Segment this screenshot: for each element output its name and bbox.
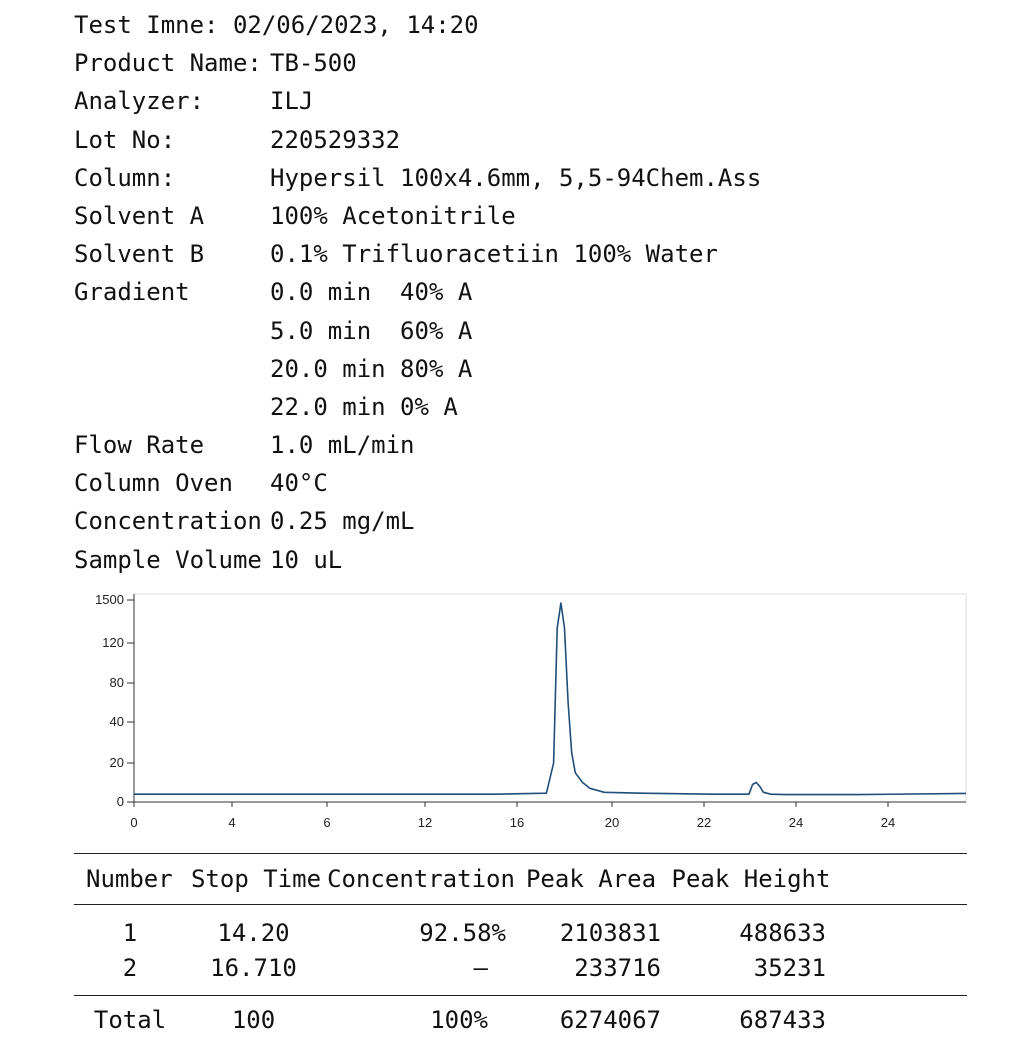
cell-number: 2 [122,954,138,983]
y-tick-label: 1500 [95,592,124,607]
x-tick-label: 24 [880,815,896,830]
field-row [74,464,974,502]
cell-total-peak-area: 6274067 [559,1006,661,1034]
field-row [74,426,974,464]
y-tick-label: 120 [102,635,124,650]
field-value: 0.1% Trifluoracetiin 100% Water [270,240,718,269]
field-label: Solvent A [74,201,205,230]
table-header-row [74,854,967,904]
field-value: Hypersil 100x4.6mm, 5,5-94Chem.Ass [270,163,762,192]
field-row [74,273,974,311]
x-tick-label: 20 [604,815,620,830]
field-value: 1.0 mL/min [270,431,415,460]
cell-total-stop-time: 100 [231,1006,276,1034]
field-row [74,388,974,426]
cell-number: 1 [122,918,138,947]
col-header-stop-time: Stop Time [190,865,322,893]
cell-peak-height: 488633 [739,918,826,947]
cell-stop-time: 14.20 [217,918,290,947]
field-row [74,197,974,235]
x-tick-label: 22 [696,815,712,830]
chromatogram-chart [0,585,1024,845]
field-label: Lot No: [74,125,176,154]
field-row [74,541,974,579]
series-line [134,603,966,795]
plot-frame [134,594,966,802]
test-time-line [74,6,974,44]
field-row [74,350,974,388]
table-row [74,951,967,987]
cell-stop-time: 16.710 [210,954,297,983]
x-tick-label: 24 [788,815,804,830]
field-row [74,312,974,350]
field-value: 220529332 [270,125,401,154]
y-tick-label: 20 [109,755,124,770]
y-tick-label: 40 [109,714,124,729]
field-label: Column: [74,163,176,192]
cell-total-peak-height: 687433 [739,1006,826,1034]
field-label: Sample Volume [74,545,262,574]
field-row [74,502,974,540]
field-label: Concentration [74,507,262,536]
field-label: Gradient [74,278,190,307]
field-label: Analyzer: [74,87,205,116]
table-body [74,905,967,995]
results-table [74,853,967,1046]
field-value: 100% Acetonitrile [270,201,516,230]
field-value: 40°C [270,469,328,498]
x-tick-label: 12 [417,815,433,830]
col-header-concentration: Concentration [327,865,515,893]
y-tick-label: 80 [109,675,124,690]
table-row [74,915,967,951]
field-label: Product Name: [74,49,262,78]
field-value: 20.0 min 80% A [270,354,473,383]
x-tick-label: 4 [228,815,236,830]
cell-peak-area: 2103831 [559,918,661,947]
x-tick-label: 0 [130,815,138,830]
x-tick-label: 16 [509,815,525,830]
cell-concentration: 92.58% [419,918,506,947]
field-row [74,121,974,159]
field-value: TB-500 [270,49,357,78]
field-value: 10 uL [270,545,343,574]
field-row [74,159,974,197]
field-value: 22.0 min 0% A [270,392,458,421]
field-row [74,44,974,82]
field-label: Column Oven [74,469,233,498]
field-value: 5.0 min 60% A [270,316,473,345]
cell-peak-area: 233716 [574,954,661,983]
col-header-number: Number [86,865,173,893]
x-tick-label: 6 [323,815,331,830]
cell-total-label: Total [93,1006,167,1034]
cell-total-concentration: 100% [430,1006,488,1034]
field-value: 0.25 mg/mL [270,507,415,536]
col-header-peak-height: Peak Height [671,865,831,893]
field-row [74,235,974,273]
chart-trace [134,603,966,795]
y-tick-label: 0 [116,794,124,809]
field-value: 0.0 min 40% A [270,278,473,307]
cell-concentration: — [473,954,488,983]
cell-peak-height: 35231 [753,954,826,983]
field-label: Flow Rate [74,431,205,460]
col-header-peak-area: Peak Area [525,865,657,893]
table-total-row [74,996,967,1046]
field-row [74,82,974,120]
test-time: Test Imne: 02/06/2023, 14:20 [74,11,479,39]
field-label [74,388,270,426]
report-header [74,6,974,579]
field-label: Solvent B [74,240,205,269]
field-label [74,312,270,350]
field-label [74,350,270,388]
field-value: ILJ [270,87,314,116]
